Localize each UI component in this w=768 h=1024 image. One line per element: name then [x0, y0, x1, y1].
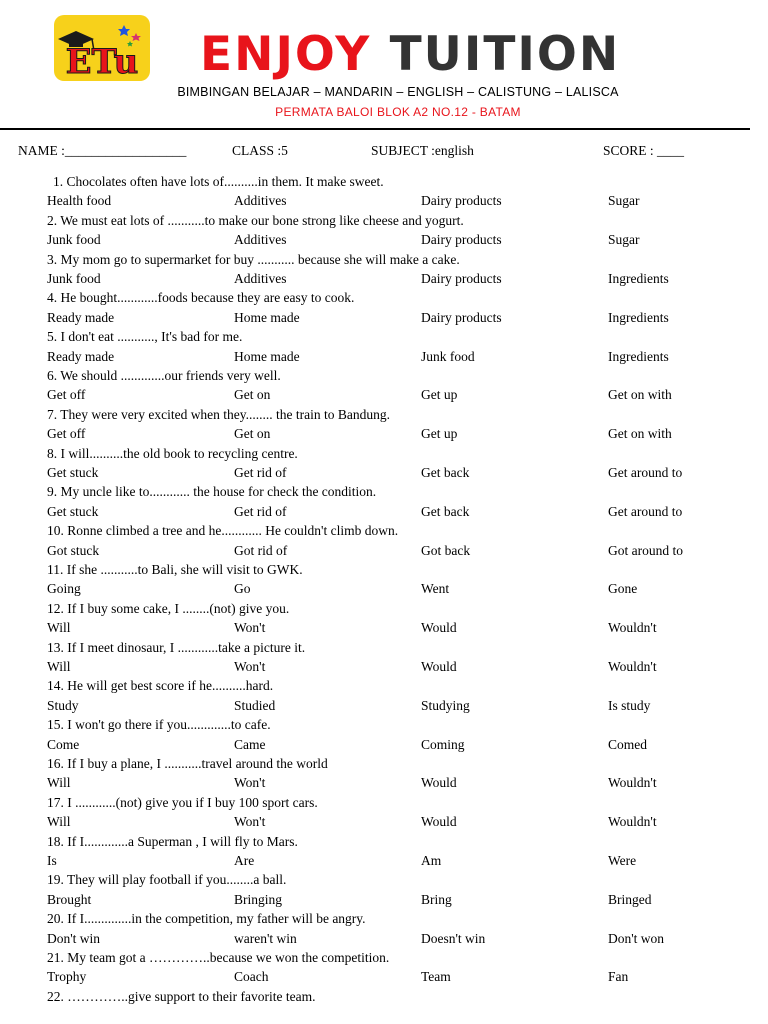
- brand-enjoy: ENJOY: [200, 27, 372, 82]
- question-14-option-2: Studied: [234, 697, 276, 713]
- question-18: 18. If I.............a Superman , I will fly to Mars.: [47, 833, 298, 849]
- question-9: 9. My uncle like to............ the house for check the condition.: [47, 484, 377, 500]
- question-2-option-3: Dairy products: [421, 232, 502, 248]
- brand-tuition: TUITION: [389, 27, 621, 82]
- question-1-option-4: Sugar: [608, 193, 640, 209]
- question-21-option-3: Team: [421, 969, 451, 985]
- question-20: 20. If I..............in the competition, my father will be angry.: [47, 911, 366, 927]
- question-21-option-2: Coach: [234, 969, 269, 985]
- question-13: 13. If I meet dinosaur, I ............take a picture it.: [47, 639, 306, 655]
- question-11: 11. If she ...........to Bali, she will visit to GWK.: [47, 562, 303, 577]
- page-header: [0, 0, 768, 130]
- question-6-option-1: Get off: [47, 387, 86, 403]
- question-3-option-4: Ingredients: [608, 271, 669, 286]
- question-7-option-1: Get off: [47, 426, 86, 442]
- question-9-option-1: Get stuck: [47, 503, 99, 519]
- question-15-option-2: Came: [234, 736, 266, 752]
- question-20-option-3: Doesn't win: [421, 930, 486, 946]
- question-16: 16. If I buy a plane, I ...........travel around the world: [47, 756, 328, 771]
- question-17-option-1: Will: [47, 814, 71, 830]
- svg-text:ETu: ETu: [65, 42, 139, 81]
- question-17: 17. I ............(not) give you if I buy 100 sport cars.: [47, 794, 318, 810]
- question-18-option-4: Were: [608, 853, 637, 868]
- question-1-option-3: Dairy products: [421, 193, 502, 209]
- question-21-option-4: Fan: [608, 969, 629, 985]
- question-6-option-4: Get on with: [608, 387, 672, 403]
- question-11-option-1: Going: [47, 581, 81, 597]
- question-4-option-1: Ready made: [47, 309, 115, 325]
- question-14-option-3: Studying: [421, 697, 470, 713]
- question-2: 2. We must eat lots of ...........to make our bone strong like cheese and yogurt.: [47, 212, 464, 228]
- question-11-option-4: Gone: [608, 581, 638, 597]
- question-14-option-4: Is study: [608, 697, 651, 713]
- question-5-option-1: Ready made: [47, 348, 115, 364]
- brand-title: [200, 26, 620, 84]
- question-21-option-1: Trophy: [47, 969, 87, 985]
- etu-logo: [54, 15, 150, 81]
- question-4-option-3: Dairy products: [421, 309, 502, 325]
- question-10-option-3: Got back: [421, 542, 471, 558]
- subject-field: SUBJECT :english: [371, 143, 474, 158]
- question-19-option-4: Bringed: [608, 891, 652, 907]
- question-2-option-4: Sugar: [608, 232, 640, 248]
- question-8-option-2: Get rid of: [234, 465, 287, 480]
- question-13-option-3: Would: [421, 659, 457, 674]
- question-21: 21. My team got a …………..because we won the competition.: [47, 950, 390, 965]
- question-8-option-1: Get stuck: [47, 465, 99, 480]
- question-12-option-3: Would: [421, 620, 457, 636]
- question-6-option-2: Get on: [234, 387, 271, 403]
- question-3-option-1: Junk food: [47, 271, 101, 286]
- question-18-option-3: Am: [421, 853, 442, 868]
- question-2-option-1: Junk food: [47, 232, 101, 248]
- question-6: 6. We should .............our friends very well.: [47, 368, 281, 383]
- question-5: 5. I don't eat ..........., It's bad for me.: [47, 329, 243, 345]
- question-7: 7. They were very excited when they........ the train to Bandung.: [47, 406, 391, 422]
- question-14-option-1: Study: [47, 697, 79, 713]
- question-19-option-3: Bring: [421, 891, 452, 907]
- question-1-option-1: Health food: [47, 193, 112, 209]
- question-17-option-3: Would: [421, 814, 457, 830]
- question-11-option-2: Go: [234, 581, 251, 597]
- question-11-option-3: Went: [421, 581, 450, 597]
- question-4-option-2: Home made: [234, 309, 300, 325]
- question-9-option-4: Get around to: [608, 503, 683, 519]
- question-19-option-1: Brought: [47, 891, 92, 907]
- question-3-option-2: Additives: [234, 271, 287, 286]
- question-16-option-3: Would: [421, 775, 457, 791]
- question-7-option-3: Get up: [421, 426, 458, 442]
- question-18-option-1: Is: [47, 853, 57, 868]
- question-19: 19. They will play football if you........a ball.: [47, 872, 287, 888]
- question-9-option-2: Get rid of: [234, 503, 287, 519]
- question-10-option-1: Got stuck: [47, 542, 100, 558]
- address: PERMATA BALOI BLOK A2 NO.12 - BATAM: [275, 105, 521, 119]
- question-5-option-3: Junk food: [421, 348, 475, 364]
- question-1-option-2: Additives: [234, 193, 287, 209]
- question-13-option-2: Won't: [234, 659, 266, 674]
- question-5-option-4: Ingredients: [608, 348, 669, 364]
- question-19-option-2: Bringing: [234, 891, 283, 907]
- question-12-option-1: Will: [47, 620, 71, 636]
- question-10-option-4: Got around to: [608, 542, 683, 558]
- question-20-option-4: Don't won: [608, 930, 665, 946]
- name-field: NAME :__________________: [18, 143, 187, 158]
- question-8: 8. I will..........the old book to recycling centre.: [47, 445, 298, 461]
- question-5-option-2: Home made: [234, 348, 300, 364]
- question-17-option-2: Won't: [234, 814, 266, 830]
- question-15: 15. I won't go there if you.............to cafe.: [47, 717, 271, 733]
- question-8-option-3: Get back: [421, 465, 470, 480]
- question-15-option-1: Come: [47, 736, 80, 752]
- question-22: 22. …………..give support to their favorite team.: [47, 988, 316, 1004]
- question-20-option-2: waren't win: [234, 930, 297, 946]
- question-13-option-4: Wouldn't: [608, 659, 657, 674]
- question-20-option-1: Don't win: [47, 930, 101, 946]
- question-18-option-2: Are: [234, 853, 255, 868]
- question-16-option-1: Will: [47, 775, 71, 791]
- question-4: 4. He bought............foods because they are easy to cook.: [47, 290, 355, 306]
- class-field: CLASS :5: [232, 143, 288, 158]
- question-16-option-2: Won't: [234, 775, 266, 791]
- question-4-option-4: Ingredients: [608, 309, 669, 325]
- question-12-option-2: Won't: [234, 620, 266, 636]
- question-15-option-3: Coming: [421, 736, 465, 752]
- question-17-option-4: Wouldn't: [608, 814, 657, 830]
- question-15-option-4: Comed: [608, 736, 647, 752]
- question-14: 14. He will get best score if he..........hard.: [47, 678, 274, 694]
- question-3-option-3: Dairy products: [421, 271, 502, 286]
- question-16-option-4: Wouldn't: [608, 775, 657, 791]
- question-13-option-1: Will: [47, 659, 71, 674]
- question-1: 1. Chocolates often have lots of..........in them. It make sweet.: [53, 174, 384, 189]
- question-12: 12. If I buy some cake, I ........(not) give you.: [47, 600, 290, 616]
- question-8-option-4: Get around to: [608, 465, 683, 480]
- question-7-option-4: Get on with: [608, 426, 672, 442]
- question-9-option-3: Get back: [421, 503, 470, 519]
- question-2-option-2: Additives: [234, 232, 287, 248]
- score-field: SCORE : ____: [603, 143, 685, 158]
- question-6-option-3: Get up: [421, 387, 458, 403]
- tagline: BIMBINGAN BELAJAR – MANDARIN – ENGLISH – CALISTUNG – LALISCA: [177, 85, 619, 99]
- question-3: 3. My mom go to supermarket for buy ........... because she will make a cake.: [47, 251, 460, 267]
- question-10-option-2: Got rid of: [234, 542, 288, 558]
- question-7-option-2: Get on: [234, 426, 271, 442]
- header-divider: [0, 128, 750, 130]
- graduation-cap-icon: [54, 15, 150, 81]
- question-12-option-4: Wouldn't: [608, 620, 657, 636]
- question-10: 10. Ronne climbed a tree and he............ He couldn't climb down.: [47, 523, 399, 539]
